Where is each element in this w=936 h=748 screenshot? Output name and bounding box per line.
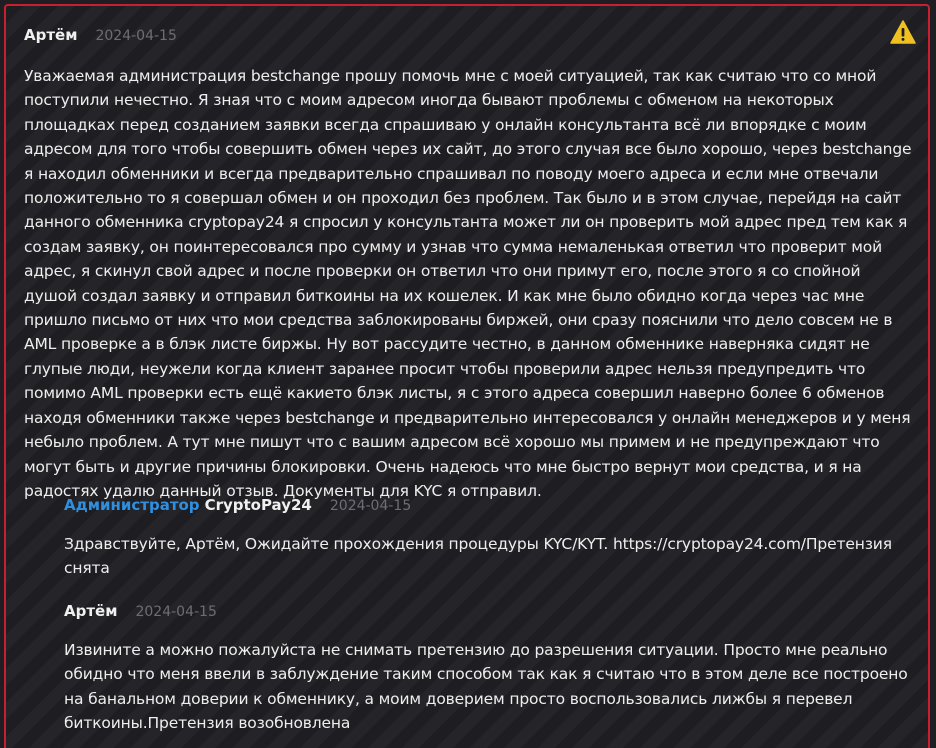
reply-user: [64, 602, 914, 736]
review-text: Уважаемая администрация bestchange прошу помочь мне с моей ситуацией, так как считаю что со мной поступили нечестно. Я зная что с моим адресом иногда бывают проблемы с обменом на некоторых площадках перед созданием заявки всегда спрашиваю у онлайн консультанта всё ли впорядке с моим адресом для того чтобы совершить обмен через их сайт, до этого случая все было хорошо, через bestchange я находил обменники и всегда предварительно спрашивал по поводу моего адреса и если мне отвечали положительно то я совершал обмен и он проходил без проблем. Так было и в этом случае, перейдя на сайт данного обменника cryptopay24 я спросил у консультанта может ли он проверить мой адрес пред тем как я создам заявку, он поинтересовался про сумму и узнав что сумма немаленькая ответил что проверит мой адрес, я скинул свой адрес и после проверки он ответил что они примут его, после этого я со спойной душой создал заявку и отправил биткоины на их кошелек. И как мне было обидно когда через час мне пришло письмо от них что мои средства заблокированы биржей, они сразу пояснили что дело совсем не в AML проверке а в блэк листе биржы. Ну вот рассудите честно, в данном обменнике наверняка сидят не глупые люди, неужели когда клиент заранее просит чтобы проверили адрес нельзя предупредить что помимо AML проверки есть ещё какието блэк листы, я с этого адреса совершил наверно более 6 обменов находя обменники также через bestchange и предварительно интересовался у онлайн менеджеров и у меня небыло проблем. А тут мне пишут что с вашим адресом всё хорошо мы примем и не предупреждают что могут быть и другие причины блокировки. Очень надеюсь что мне быстро вернут мои средства, и я на радостях удалю данный отзыв. Документы для KYC я отправил.: [24, 67, 912, 500]
reply-admin: [64, 496, 914, 581]
reply-text: Здравствуйте, Артём, Ожидайте прохождения процедуры KYC/KYT. https://cryptopay24.com/Претензия снята: [64, 535, 892, 578]
reply-author: CryptoPay24: [204, 496, 312, 514]
review-header: [24, 26, 914, 50]
review-date: 2024-04-15: [95, 28, 177, 44]
review-card: [4, 4, 930, 748]
review-author: Артём: [24, 26, 78, 44]
reply-date: 2024-04-15: [135, 604, 217, 620]
admin-role-label: Администратор: [64, 496, 200, 514]
reply-header: [64, 602, 914, 626]
reply-author: Артём: [64, 602, 118, 620]
reply-text: Извините а можно пожалуйста не снимать претензию до разрешения ситуации. Просто мне реально обидно что меня ввели в заблуждение таким способом так как я считаю что в этом деле все построено на банальном доверии к обменнику, а моим доверием просто воспользовались лижбы я перевел биткоины.Претензия возобновлена: [64, 641, 908, 733]
reply-date: 2024-04-15: [329, 498, 412, 514]
review-main: [24, 26, 914, 503]
reply-header: [64, 496, 914, 520]
